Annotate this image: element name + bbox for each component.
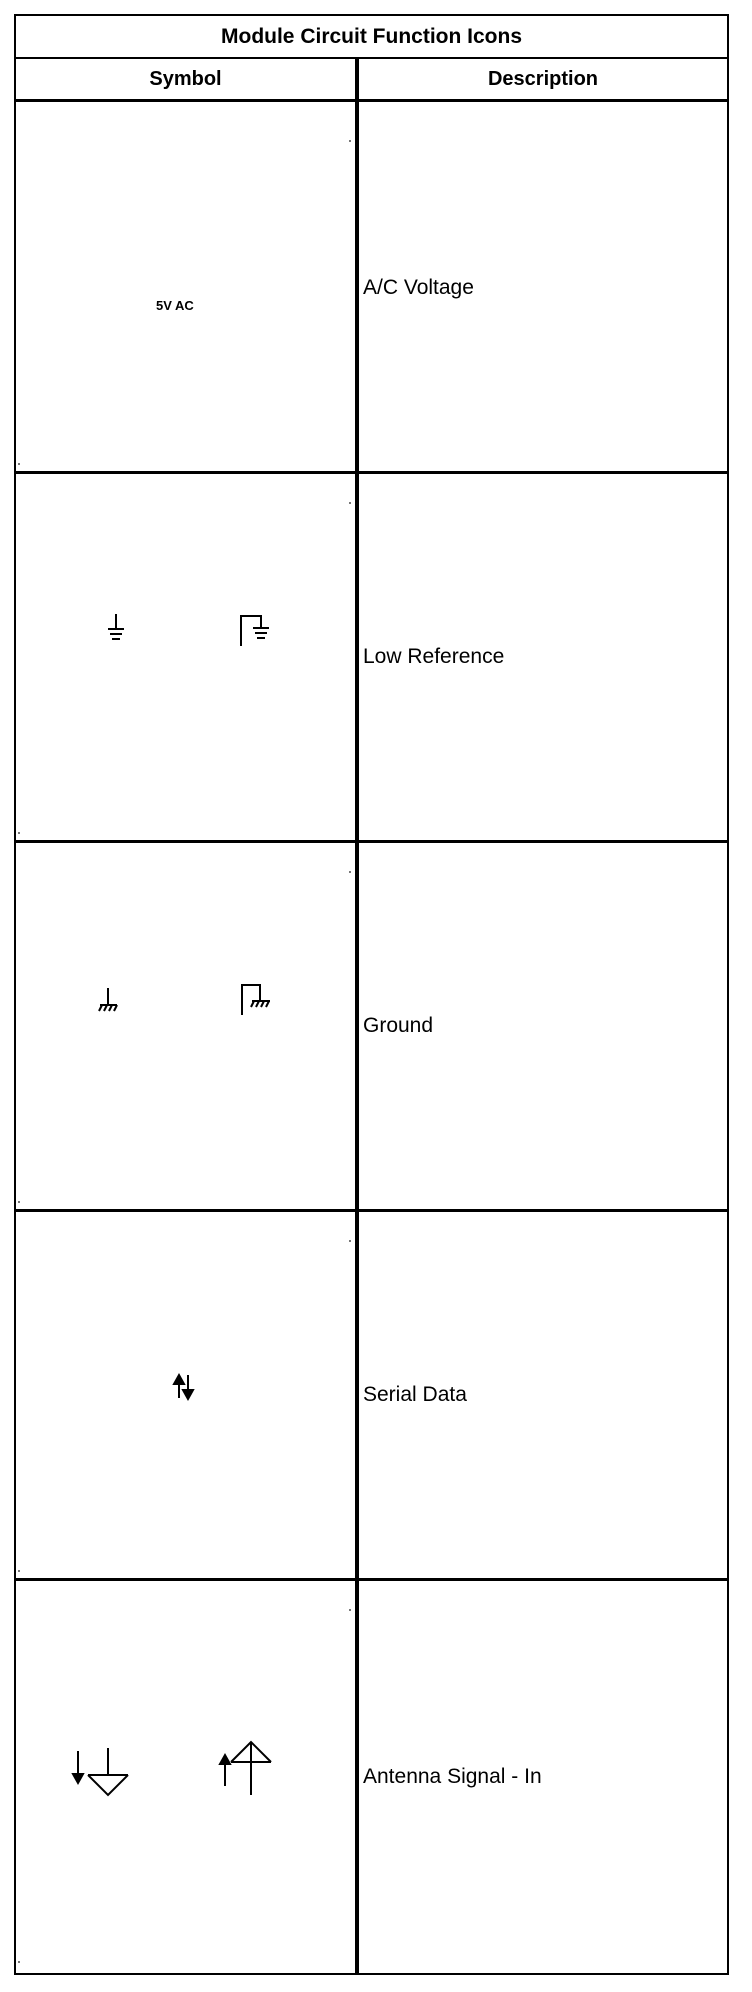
corner-mark [349,140,351,142]
description-cell: Ground [363,1014,434,1037]
low-reference-shield-icon [241,616,269,646]
table-header-row [16,59,727,102]
column-divider [355,59,359,1973]
table-row [16,474,727,843]
corner-mark [349,502,351,504]
corner-mark [349,871,351,873]
description-cell: Low Reference [363,645,505,668]
corner-mark [18,1201,20,1203]
table-row [16,843,727,1212]
ac-voltage-label: 5V AC [156,298,194,313]
circuit-icons-table [14,14,729,1975]
symbol-column-header: Symbol [149,67,222,90]
ground-icon [99,988,117,1011]
corner-mark [18,1570,20,1572]
serial-data-icons [16,1212,355,1578]
serial-data-arrows-icon [174,1375,193,1399]
corner-mark [18,1961,20,1963]
antenna-signal-out-icon [220,1742,271,1795]
table-row [16,105,727,474]
symbol-cell [16,843,355,1209]
low-reference-icons [16,474,355,840]
symbol-cell [16,105,355,471]
antenna-signal-in-icon [73,1748,128,1795]
ground-icons [16,843,355,1209]
description-cell: Antenna Signal - In [363,1765,542,1788]
corner-mark [18,463,20,465]
ground-shield-icon [242,985,270,1015]
corner-mark [349,1609,351,1611]
description-cell: A/C Voltage [363,276,474,299]
corner-mark [349,1240,351,1242]
antenna-icons [16,1581,355,1973]
low-reference-icon [108,614,124,639]
symbol-cell [16,1212,355,1578]
symbol-cell [16,1581,355,1973]
description-cell: Serial Data [363,1383,467,1406]
table-row [16,1212,727,1581]
symbol-cell [16,474,355,840]
description-column-header: Description [487,67,599,90]
table-row [16,1581,727,1973]
corner-mark [18,832,20,834]
table-title: Module Circuit Function Icons [16,16,727,59]
